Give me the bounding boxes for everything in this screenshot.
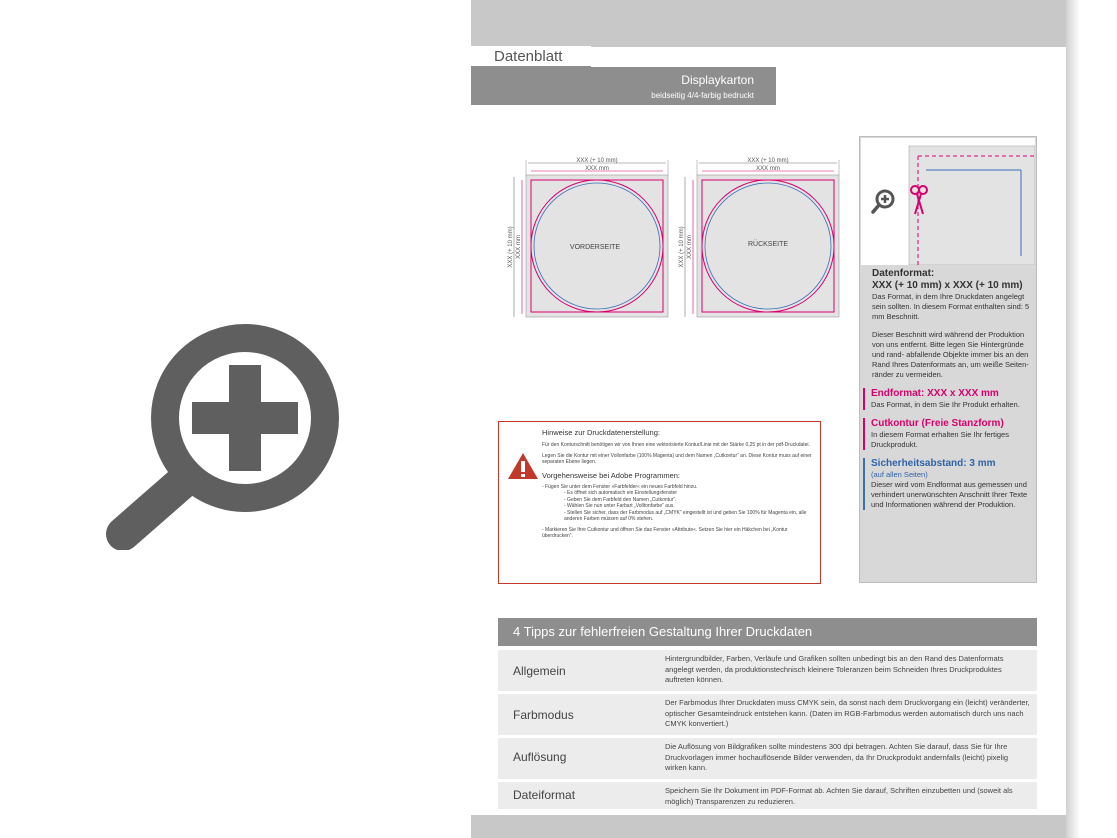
- back-dim-outer-v: XXX (+ 10 mm): [679, 226, 685, 268]
- product-title: Displaykarton: [681, 73, 754, 87]
- tips-header: 4 Tipps zur fehlerfreien Gestaltung Ihrer Druckdaten: [498, 618, 1037, 646]
- endformat-text: Das Format, in dem Sie Ihr Produkt erhalten.: [871, 400, 1020, 409]
- print-notes-box: [498, 421, 821, 584]
- print-notes-content: [542, 427, 812, 544]
- endformat-section: [863, 388, 1032, 410]
- warning-triangle-icon: [507, 452, 539, 480]
- sheet-shadow: [1066, 0, 1080, 838]
- product-subtitle: beidseitig 4/4-farbig bedruckt: [651, 91, 754, 100]
- safety-text: Dieser wird vom Endformat aus gemessen und verhindert unerwünschten Anschnitt Ihrer Texte und Informationen während der Produktion.: [871, 480, 1028, 509]
- tip-text: Der Farbmodus Ihrer Druckdaten muss CMYK sein, da sonst nach dem Druckvorgang ein (leicht) veränderter, optischer Gesamteindruck entstehen kann. (Daten im RGB-Farbmodus werden automatisch durch uns nach CMYK konvertiert.): [665, 698, 1030, 728]
- bottom-band: [471, 815, 1066, 838]
- safety-section: [863, 458, 1032, 510]
- step-item: - Stellen Sie sicher, dass der Farbmodus auf „CMYK“ eingestellt ist und geben Sie 100% für Magenta ein, alle anderen Farben müssen auf 0% stehen.: [564, 509, 807, 522]
- front-dim-inner-v: XXX mm: [516, 235, 522, 259]
- back-label: RÜCKSEITE: [747, 241, 789, 248]
- front-side-diagram: [508, 158, 668, 317]
- step-item: - Geben Sie dem Farbfeld den Namen „Cutkontur“.: [564, 496, 677, 503]
- legend-texts: [872, 268, 1032, 518]
- cutcontour-title: Cutkontur (Freie Stanzform): [871, 418, 1004, 429]
- datasheet-page: [471, 0, 1066, 838]
- notes-steps: [542, 484, 812, 523]
- tip-text: Hintergrundbilder, Farben, Verläufe und Grafiken sollten unbedingt bis an den Rand des Datenformats angelegt werden, da produktionstechnisch kleinere Toleranzen beim Schneiden Ihres Druckproduktes auftreten können.: [665, 654, 1004, 684]
- tip-text: Speichern Sie Ihr Dokument im PDF-Format ab. Achten Sie darauf, Schriften einzubetten und (soweit als möglich) Transparenzen zu reduzieren.: [665, 786, 1013, 806]
- tip-row-general: [498, 650, 1037, 691]
- magnifier-plus-icon[interactable]: [105, 320, 355, 550]
- tip-label: Allgemein: [513, 664, 566, 678]
- notes-paragraph-1: Für den Konturschnitt benötigen wir von Ihnen eine vektorisierte Kontur/Linie mit der Stärke 0,25 pt in der pdf-Druckdatei.: [542, 442, 810, 448]
- zoom-in-icon[interactable]: [873, 191, 893, 212]
- tip-row-resolution: [498, 738, 1037, 779]
- back-dim-inner-v: XXX mm: [687, 235, 693, 259]
- corner-preview: [861, 138, 1035, 265]
- cutcontour-section: [863, 418, 1032, 450]
- legend-panel: [859, 136, 1037, 583]
- safety-sub: (auf allen Seiten): [871, 470, 928, 479]
- tip-label: Dateiformat: [513, 788, 576, 802]
- endformat-title: Endformat: XXX x XXX mm: [871, 388, 999, 399]
- dataformat-title: Datenformat:: [872, 268, 935, 279]
- notes-subheading: Vorgehensweise bei Adobe Programmen:: [542, 470, 681, 480]
- front-dim-inner: XXX mm: [585, 166, 609, 172]
- notes-heading: Hinweise zur Druckdatenerstellung:: [542, 428, 660, 437]
- dataformat-text: Das Format, in dem Ihre Druckdaten angelegt sein sollten. In diesem Format enthalten sind: 5 mm Beschnitt.: [872, 292, 1030, 321]
- dataformat-size: XXX (+ 10 mm) x XXX (+ 10 mm): [872, 280, 1023, 291]
- step-item: - Es öffnet sich automatisch ein Einstellungsfenster: [564, 490, 678, 496]
- back-dim-outer: XXX (+ 10 mm): [747, 158, 789, 164]
- zoom-preview: [861, 138, 1035, 265]
- front-label: VORDERSEITE: [569, 244, 621, 251]
- datenblatt-tab: Datenblatt: [471, 46, 591, 67]
- back-side-diagram: [679, 158, 839, 317]
- notes-paragraph-2: Legen Sie die Kontur mit einer Vollonfarbe (100% Magenta) und dem Namen „Cutkontur“ an. Diese Kontur muss auf einer separaten Ebene liegen.: [542, 452, 812, 465]
- back-dim-inner: XXX mm: [756, 166, 780, 172]
- step-item: - Wählen Sie nun unter Farbart „Volltonfarbe“ aus.: [564, 503, 675, 509]
- cutcontour-text: In diesem Format erhalten Sie Ihr fertiges Druckprodukt.: [871, 430, 1009, 449]
- format-diagram: [471, 0, 851, 330]
- safety-title: Sicherheitsabstand: 3 mm: [871, 458, 996, 469]
- dataformat-text2: Dieser Beschnitt wird während der Produktion von uns entfernt. Bitte legen Sie Hintergründe und rand- abfallende Objekte immer bis an den Rand Ihres Datenformats an, um weiße Seiten- ränder zu vermeiden.: [872, 330, 1029, 379]
- front-dim-outer-v: XXX (+ 10 mm): [508, 226, 514, 268]
- tip-row-colormode: [498, 694, 1037, 735]
- tip-text: Die Auflösung von Bildgrafiken sollte mindestens 300 dpi betragen. Achten Sie darauf, dass Sie für Ihre Druckvorlagen immer hochauflösende Bilder verwenden, da Ihr Druckprodukt andernfalls (leicht) pixelig wirken kann.: [665, 742, 1009, 772]
- tip-row-fileformat: [498, 782, 1037, 809]
- step-item: - Fügen Sie unter dem Fenster »Farbfelder« ein neues Farbfeld hinzu.: [542, 483, 698, 490]
- tip-label: Farbmodus: [513, 708, 574, 722]
- front-dim-outer: XXX (+ 10 mm): [576, 158, 618, 164]
- notes-final: - Markieren Sie Ihre Cutkontur und öffnen Sie das Fenster »Attribute«. Setzen Sie hier ein Häkchen bei „Kontur überdrucken“.: [542, 526, 788, 539]
- tip-label: Auflösung: [513, 750, 567, 764]
